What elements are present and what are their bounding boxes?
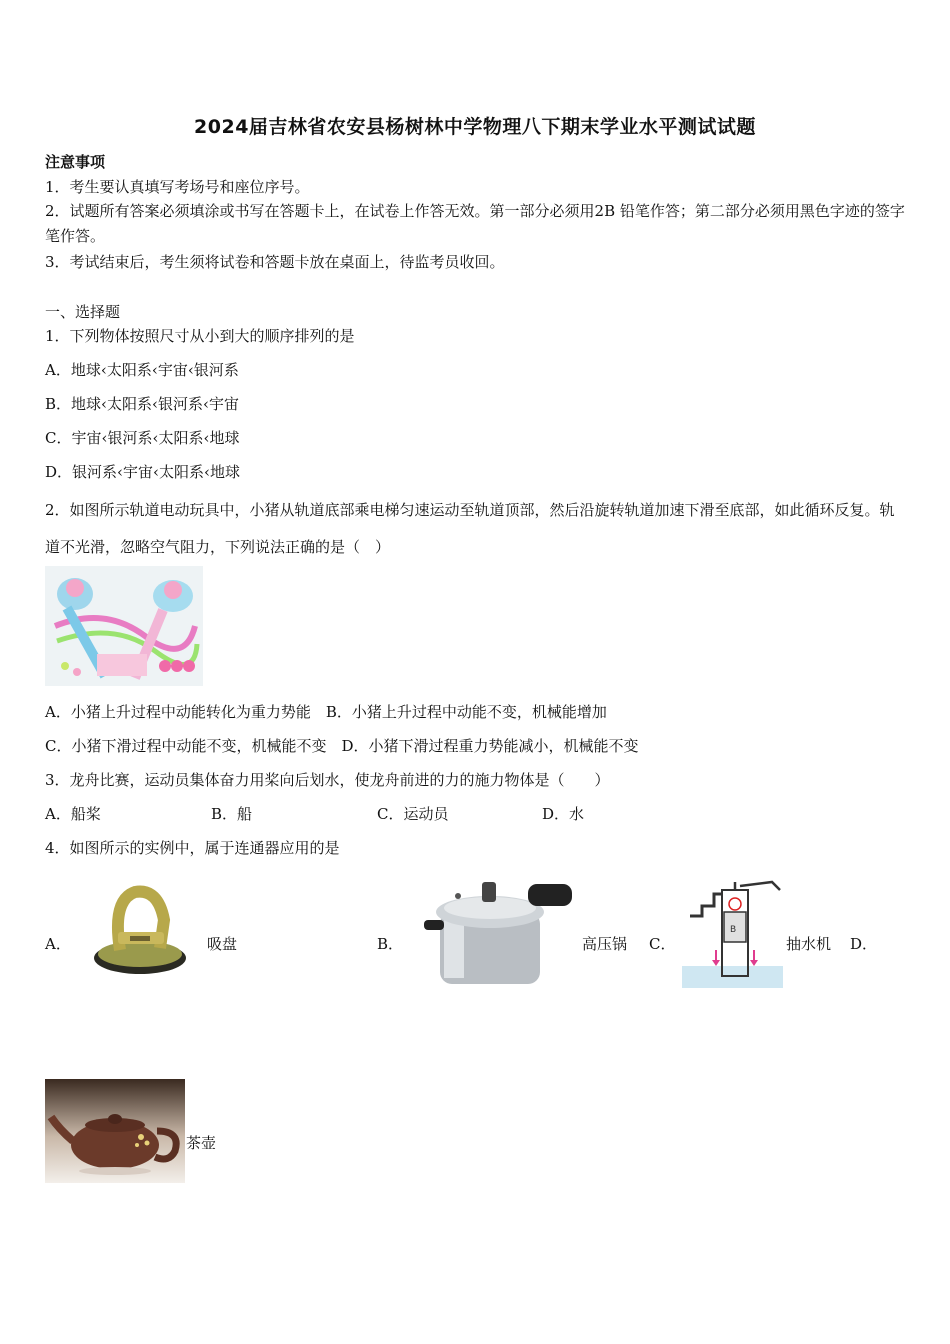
q2-stem: 2．如图所示轨道电动玩具中，小猪从轨道底部乘电梯匀速运动至轨道顶部，然后沿旋转轨道加速下滑至底部，如此循环反复。轨道不光滑，忽略空气阻力，下列说法正确的是（ ） <box>45 501 895 556</box>
notice-item-1: 1．考生要认真填写考场号和座位序号。 <box>45 178 310 196</box>
q1-option-a: A．地球‹太阳系‹宇宙‹银河系 <box>45 361 239 379</box>
q1-option-d: D．银河系‹宇宙‹太阳系‹地球 <box>45 463 241 481</box>
q1-option-c: C．宇宙‹银河系‹太阳系‹地球 <box>45 429 240 447</box>
pressure-cooker-figure <box>418 872 573 990</box>
q3-option-a: A．船桨 <box>45 805 101 823</box>
q1-stem: 1．下列物体按照尺寸从小到大的顺序排列的是 <box>45 327 355 345</box>
q4-caption-b: 高压锅 <box>582 935 628 953</box>
water-pump-figure <box>682 880 783 988</box>
pump-label: B <box>730 925 737 935</box>
notice-item-3: 3．考试结束后，考生须将试卷和答题卡放在桌面上，待监考员收回。 <box>45 253 505 271</box>
notice-item-2: 2．试题所有答案必须填涂或书写在答题卡上，在试卷上作答无效。第一部分必须用2B 铅笔作答；第二部分必须用黑色字迹的签字笔作答。 <box>45 202 905 245</box>
q4-option-c-letter: C． <box>649 935 676 953</box>
q4-caption-a: 吸盘 <box>207 935 238 953</box>
q1-option-b: B．地球‹太阳系‹银河系‹宇宙 <box>45 395 240 413</box>
q2-options-row2: C．小猪下滑过程中动能不变，机械能不变 D．小猪下滑过程重力势能减小，机械能不变 <box>45 737 639 755</box>
q4-option-d-letter: D． <box>850 935 878 953</box>
q4-caption-c: 抽水机 <box>786 935 832 953</box>
q2-options-row1: A．小猪上升过程中动能转化为重力势能 B．小猪上升过程中动能不变，机械能增加 <box>45 703 607 721</box>
toy-track-figure <box>45 566 203 686</box>
teapot-figure <box>45 1079 185 1183</box>
q3-option-c: C．运动员 <box>377 805 449 823</box>
q4-option-a-letter: A． <box>45 935 71 953</box>
suction-cup-figure <box>90 880 200 980</box>
exam-title: 2024届吉林省农安县杨树林中学物理八下期末学业水平测试试题 <box>194 116 756 138</box>
q4-caption-d: 茶壶 <box>186 1134 217 1152</box>
section-heading: 一、选择题 <box>45 303 121 321</box>
notice-heading: 注意事项 <box>45 153 106 171</box>
q3-option-b: B．船 <box>211 805 253 823</box>
q4-stem: 4．如图所示的实例中，属于连通器应用的是 <box>45 839 340 857</box>
q3-stem: 3．龙舟比赛，运动员集体奋力用桨向后划水，使龙舟前进的力的施力物体是（ ） <box>45 771 610 789</box>
q4-option-b-letter: B． <box>377 935 404 953</box>
q3-option-d: D．水 <box>542 805 585 823</box>
